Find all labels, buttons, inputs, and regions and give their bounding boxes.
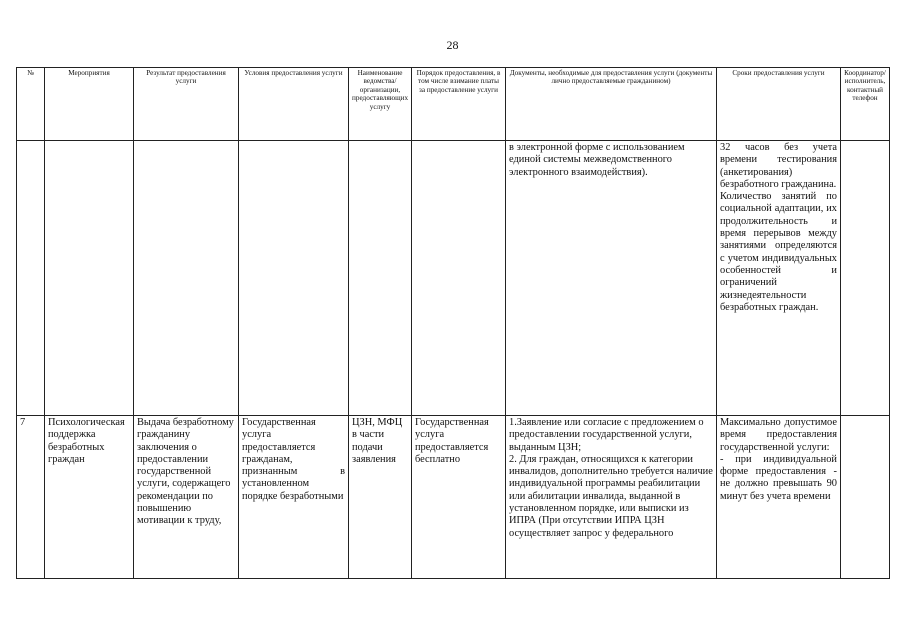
header-documents: Документы, необходимые для предоставления услуги (документы лично предоставляемые гражданином)	[506, 68, 717, 141]
page-number: 28	[446, 38, 459, 52]
cell-result	[134, 141, 239, 416]
cell-num	[17, 141, 45, 416]
header-terms: Сроки предоставления услуги	[717, 68, 841, 141]
header-num: №	[17, 68, 45, 141]
cell-event: Психологическая поддержка безработных граждан	[45, 416, 134, 579]
cell-terms: Максимально допустимое время предоставления государственной услуги: - при индивидуальной форме предоставления - не должно превышать 90 минут без учета времени	[717, 416, 841, 579]
cell-procedure: Государственная услуга предоставляется бесплатно	[412, 416, 506, 579]
header-result: Результат предоставления услуги	[134, 68, 239, 141]
table-row	[17, 141, 890, 416]
cell-documents: в электронной форме с использованием единой системы межведомственного электронного взаимодействия).	[506, 141, 717, 416]
header-coordinator: Координатор/ исполнитель, контактный телефон	[841, 68, 890, 141]
cell-terms: 32 часов без учета времени тестирования (анкетирования) безработного гражданина. Количество занятий по социальной адаптации, их продолжительность и время перерывов между занятиями определяются с учетом индивидуальных особенностей и ограничений жизнедеятельности безработных граждан.	[717, 141, 841, 416]
header-procedure: Порядок предоставления, в том числе взимание платы за предоставление услуги	[412, 68, 506, 141]
cell-documents: 1.Заявление или согласие с предложением о предоставлении государственной услуги, выданным ЦЗН; 2. Для граждан, относящихся к категории инвалидов, дополнительно требуется наличие индивидуальной программы реабилитации или абилитации инвалида, выданной в установленном порядке, или выписки из ИПРА (При отсутствии ИПРА ЦЗН осуществляет запрос у федерального	[506, 416, 717, 579]
cell-conditions	[239, 141, 349, 416]
cell-procedure	[412, 141, 506, 416]
header-event: Мероприятия	[45, 68, 134, 141]
cell-coordinator	[841, 416, 890, 579]
services-table	[16, 67, 890, 579]
table-header-row	[17, 68, 890, 141]
cell-org	[349, 141, 412, 416]
header-conditions: Условия предоставления услуги	[239, 68, 349, 141]
cell-result: Выдача безработному гражданину заключения о предоставлении государственной услуги, содержащего рекомендации по повышению мотивации к труду,	[134, 416, 239, 579]
cell-org: ЦЗН, МФЦ в части подачи заявления	[349, 416, 412, 579]
cell-coordinator	[841, 141, 890, 416]
header-org: Наименование ведомства/ организации, предоставляющих услугу	[349, 68, 412, 141]
cell-event	[45, 141, 134, 416]
cell-num: 7	[17, 416, 45, 579]
table-row	[17, 416, 890, 579]
cell-conditions: Государственная услуга предоставляется гражданам, признанным в установленном порядке безработными	[239, 416, 349, 579]
